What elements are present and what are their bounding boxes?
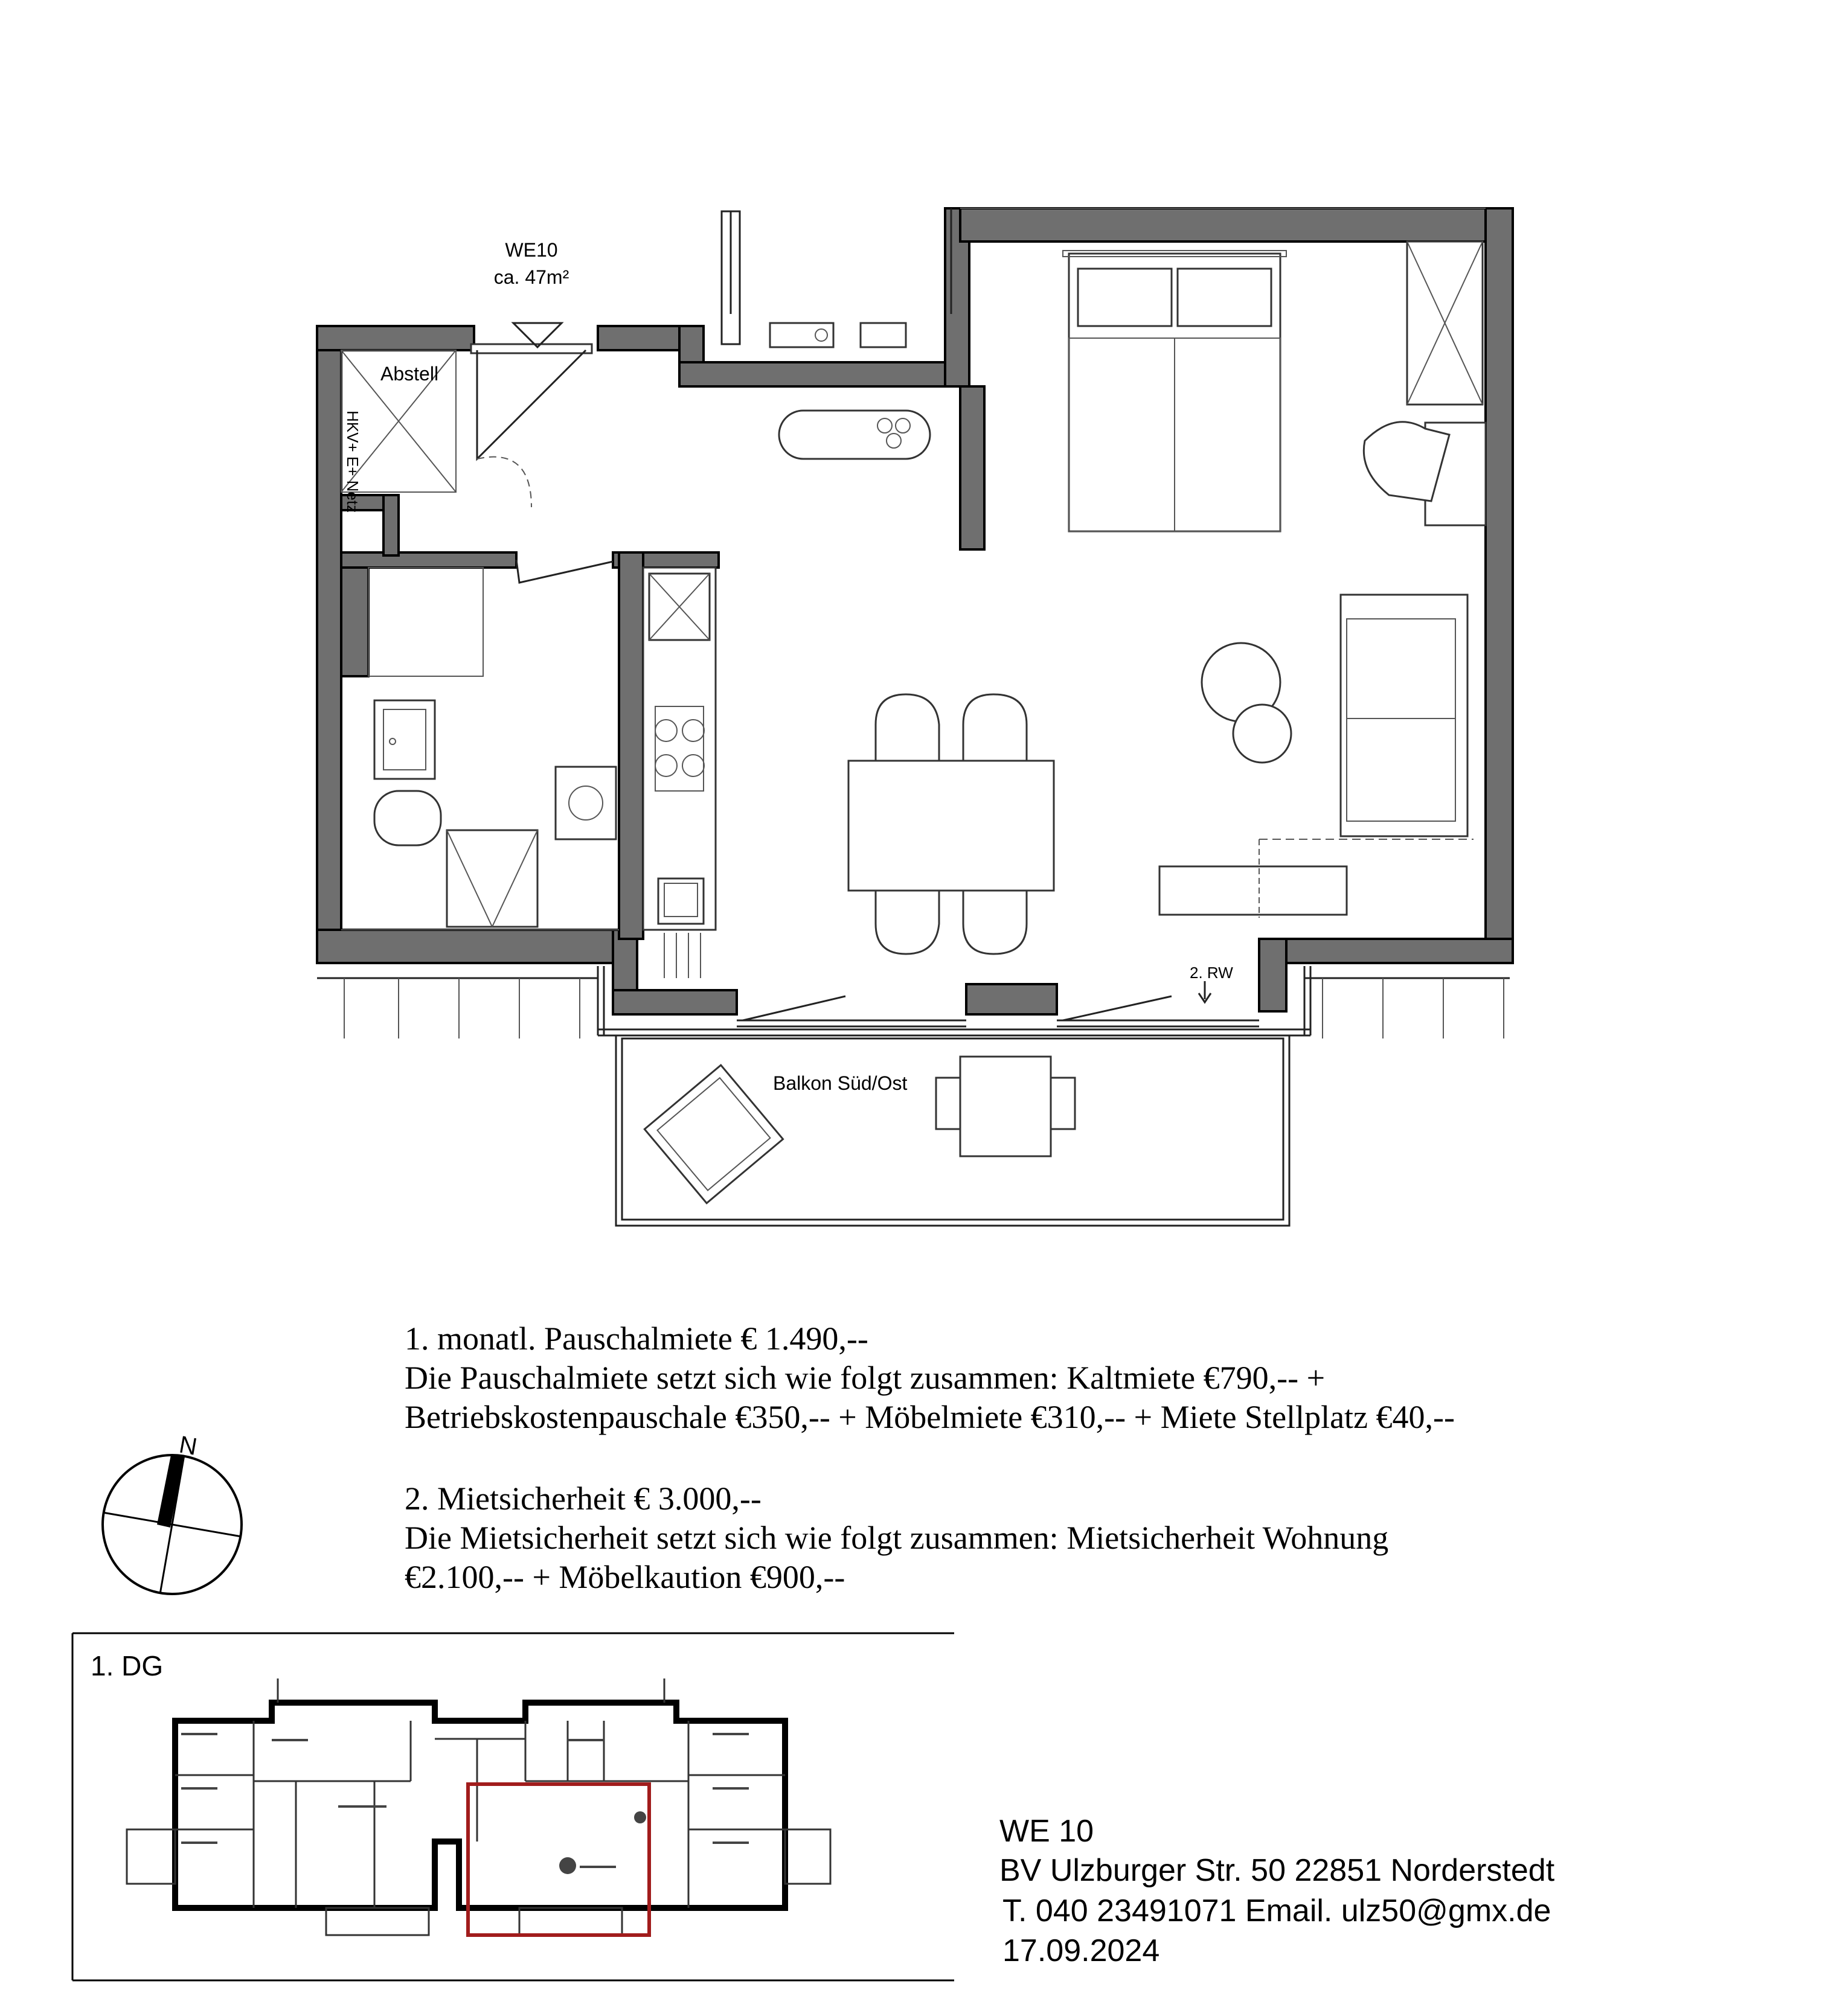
footer-date: 17.09.2024: [1002, 1933, 1160, 1968]
pricing-line-3: Betriebskostenpauschale €350,-- + Möbelmiete €310,-- + Miete Stellplatz €40,--: [405, 1399, 1455, 1435]
unit-name: WE10: [505, 239, 558, 261]
key-plan: [72, 1633, 954, 1980]
kitchen-unit: [643, 568, 716, 978]
roof-edge-lines: [317, 966, 1510, 1038]
north-label: N: [177, 1431, 199, 1461]
downpipe-marker: [1190, 964, 1233, 1002]
keyplan-floor: 1. DG: [91, 1650, 164, 1682]
footer-unit: WE 10: [999, 1814, 1094, 1849]
footer-info: [999, 1814, 1555, 1968]
unit-label: [494, 239, 569, 288]
niche-furniture: [770, 323, 906, 347]
dining-table: [848, 694, 1054, 954]
wardrobe: [1364, 242, 1486, 525]
downpipe-label: 2. RW: [1190, 964, 1233, 982]
tv-bench: [1159, 839, 1474, 918]
pricing-line-1: 1. monatl. Pauschalmiete € 1.490,--: [405, 1320, 868, 1357]
pricing-block: [405, 1320, 1455, 1595]
bathtub: [779, 411, 930, 459]
north-arrow: [103, 1432, 242, 1594]
sofa: [1341, 595, 1467, 836]
unit-area: ca. 47m²: [493, 266, 569, 288]
pricing-line-5: Die Mietsicherheit setzt sich wie folgt zusammen: Mietsicherheit Wohnung: [405, 1520, 1389, 1556]
bed: [1063, 251, 1286, 531]
footer-contact: T. 040 23491071 Email. ulz50@gmx.de: [1002, 1893, 1551, 1928]
balcony: [616, 1035, 1289, 1226]
storage-room: [341, 350, 456, 513]
balcony-label: Balkon Süd/Ost: [773, 1072, 908, 1094]
storage-label: Abstell: [380, 363, 439, 385]
pricing-line-2: Die Pauschalmiete setzt sich wie folgt zusammen: Kaltmiete €790,-- +: [405, 1360, 1326, 1396]
storage-note: HKV+ E+ Netz: [344, 411, 362, 513]
pricing-line-4: 2. Mietsicherheit € 3.000,--: [405, 1480, 762, 1517]
entrance-door: [471, 323, 592, 507]
coffee-tables: [1202, 643, 1291, 763]
footer-project: BV Ulzburger Str. 50 22851 Norderstedt: [999, 1853, 1555, 1888]
bathroom-fixtures: [341, 568, 619, 930]
pricing-line-6: €2.100,-- + Möbelkaution €900,--: [405, 1559, 845, 1595]
bath-door: [516, 560, 613, 583]
